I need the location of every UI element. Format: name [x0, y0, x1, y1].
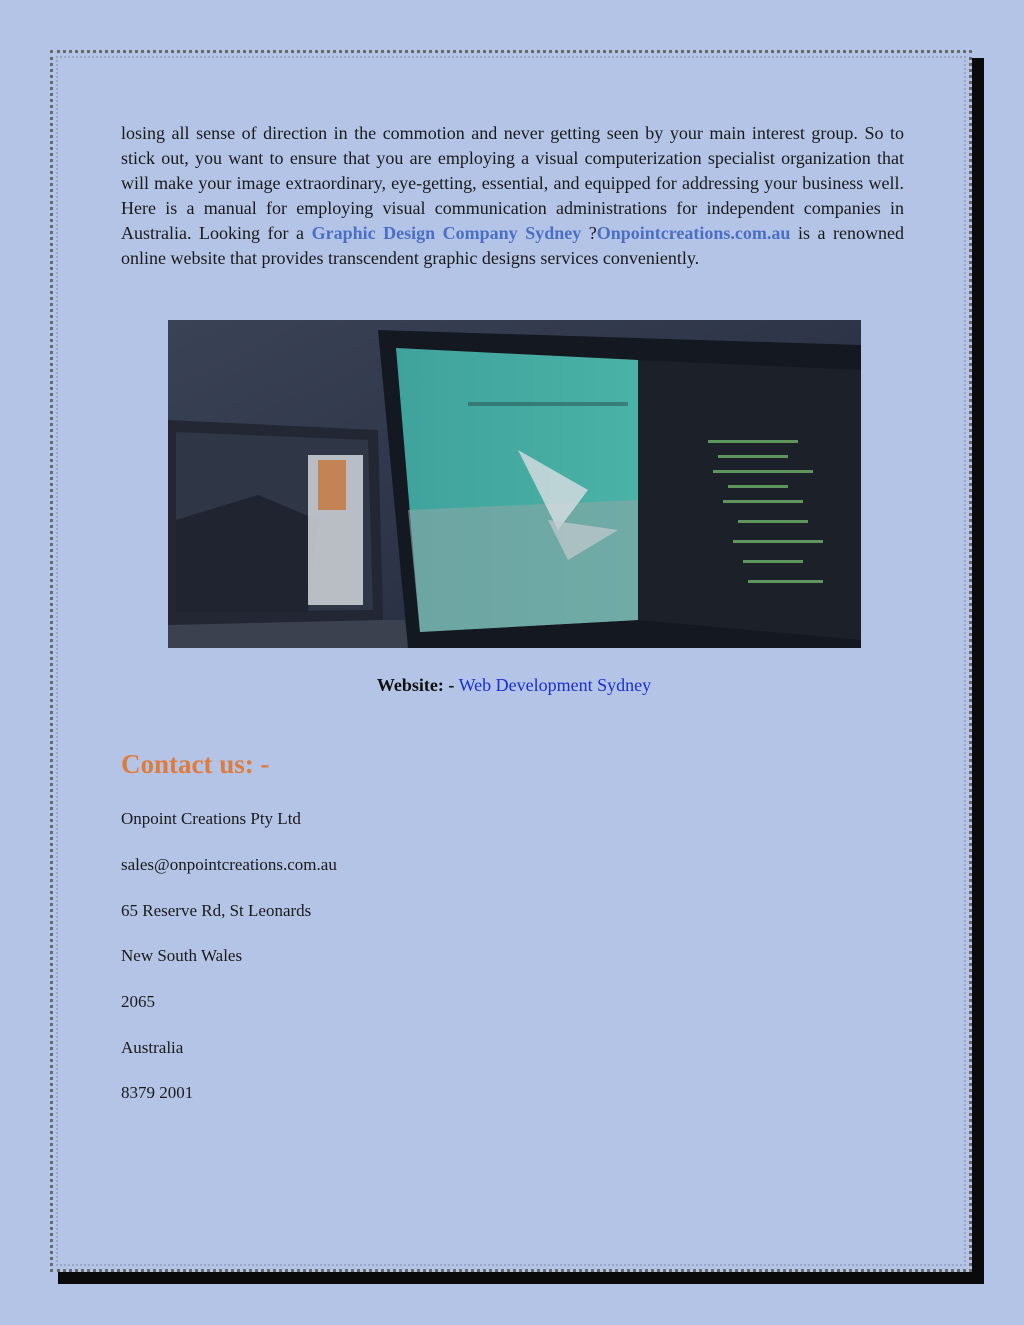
monitor-photo — [168, 320, 861, 648]
onpoint-site-link[interactable]: Onpointcreations.com.au — [596, 223, 791, 243]
email-link[interactable]: sales@onpointcreations.com.au — [121, 855, 337, 874]
web-development-link[interactable]: Web Development Sydney — [458, 675, 652, 695]
intro-text-start: losing all sense of direction in the commotion and never getting seen by your main interest group. So to stick out, you want to ensure that you are employing a visual computerization specialist organization that will make your image extraordinary, eye-getting, essential, and equipped for addressing your business well. Here is a manual for employing visual communication administrations for independent companies in Australia. Looking for a — [121, 123, 904, 243]
intro-text-end: is a renowned online website that provides transcendent graphic designs services conveniently. — [121, 223, 904, 268]
phone: 8379 2001 — [121, 1083, 194, 1102]
street-address: 65 Reserve Rd, St Leonards — [121, 901, 312, 920]
state: New South Wales — [121, 946, 243, 965]
graphic-design-link[interactable]: Graphic Design Company Sydney — [311, 223, 582, 243]
document-page — [50, 50, 972, 1272]
company-name: Onpoint Creations Pty Ltd — [121, 809, 301, 828]
contact-heading: Contact us: - — [121, 749, 270, 779]
country: Australia — [121, 1038, 184, 1057]
postcode: 2065 — [121, 992, 155, 1011]
separator-text: ? — [581, 223, 597, 243]
intro-text — [121, 121, 904, 271]
website-line — [53, 675, 975, 696]
website-label: Website: - — [376, 675, 455, 695]
intro-paragraph — [121, 121, 904, 271]
